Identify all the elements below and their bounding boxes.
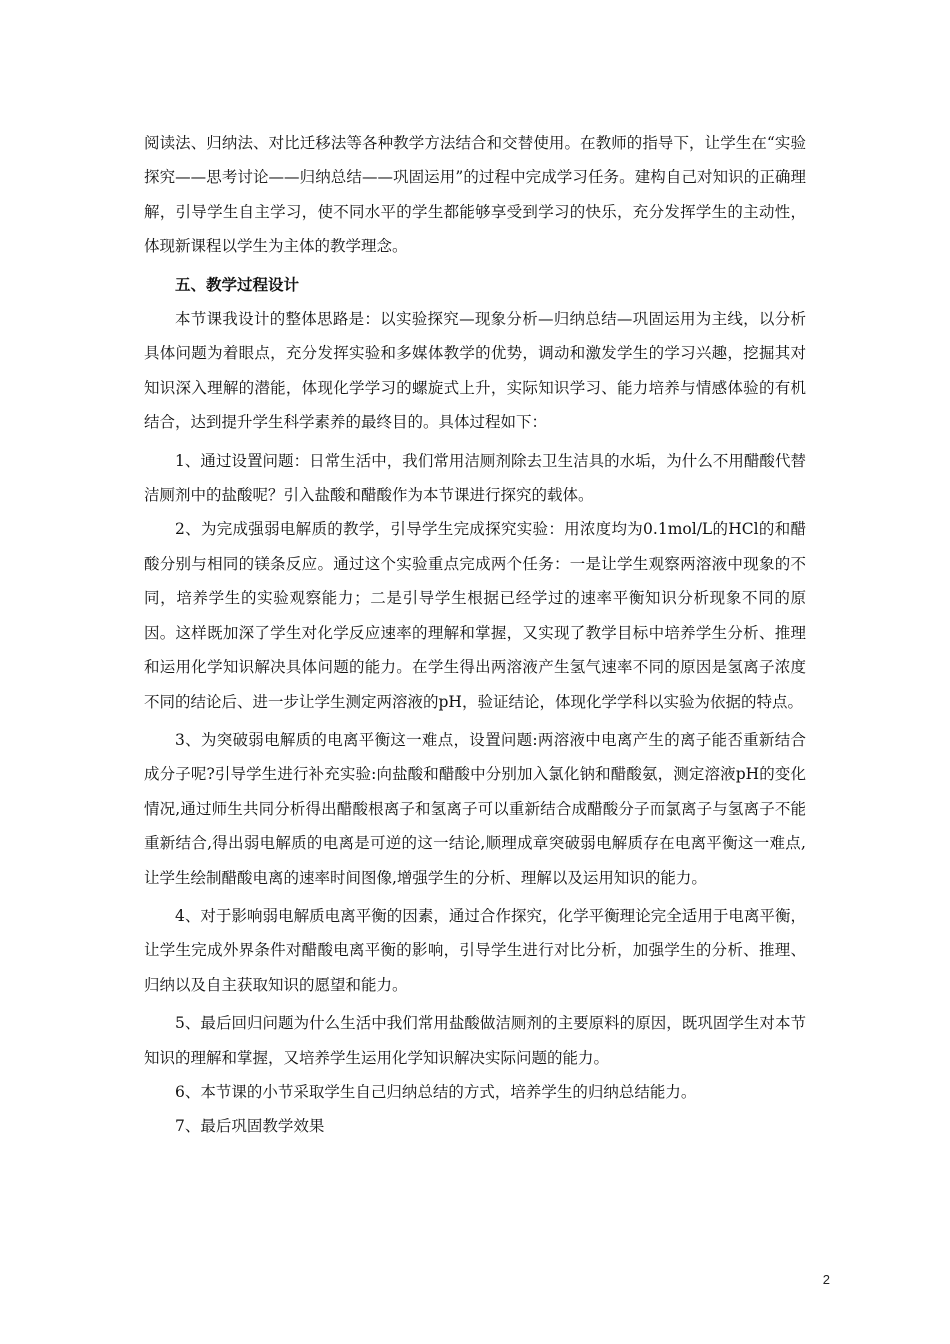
paragraph-step-3: 3、为突破弱电解质的电离平衡这一难点，设置问题:两溶液中电离产生的离子能否重新结合成分子呢?引导学生进行补充实验:向盐酸和醋酸中分别加入氯化钠和醋酸氨，测定溶液pH的变化情况,通过师生共同分析得出醋酸根离子和氢离子可以重新结合成醋酸分子而氯离子与氢离子不能重新结合,得出弱电解质的电离是可逆的这一结论,顺理成章突破弱电解质存在电离平衡这一难点,让学生绘制醋酸电离的速率时间图像,增强学生的分析、理解以及运用知识的能力。 xyxy=(144,730,806,887)
paragraph-teaching-methods-continued: 阅读法、归纳法、对比迁移法等各种教学方法结合和交替使用。在教师的指导下，让学生在“实验探究——思考讨论——归纳总结——巩固运用”的过程中完成学习任务。建构自己对知识的正确理解，引导学生自主学习，使不同水平的学生都能够享受到学习的快乐，充分发挥学生的主动性，体现新课程以学生为主体的教学理念。 xyxy=(144,134,806,256)
paragraph-step-5: 5、最后回归问题为什么生活中我们常用盐酸做洁厕剂的主要原料的原因，既巩固学生对本节知识的理解和掌握，又培养学生运用化学知识解决实际问题的能力。 xyxy=(144,1014,806,1067)
paragraph-step-4: 4、对于影响弱电解质电离平衡的因素，通过合作探究，化学平衡理论完全适用于电离平衡，让学生完成外界条件对醋酸电离平衡的影响，引导学生进行对比分析，加强学生的分析、推理、归纳以及自主获取知识的愿望和能力。 xyxy=(144,906,806,994)
section-heading-teaching-process: 五、教学过程设计 xyxy=(175,274,300,294)
paragraph-step-6: 6、本节课的小节采取学生自己归纳总结的方式，培养学生的归纳总结能力。 xyxy=(175,1082,697,1101)
page-number: 2 xyxy=(822,1272,830,1287)
paragraph-step-7: 7、最后巩固教学效果 xyxy=(175,1117,325,1136)
paragraph-step-1: 1、通过设置问题：日常生活中，我们常用洁厕剂除去卫生洁具的水垢，为什么不用醋酸代替洁厕剂中的盐酸呢？引入盐酸和醋酸作为本节课进行探究的载体。 xyxy=(144,451,806,505)
paragraph-overall-design: 本节课我设计的整体思路是：以实验探究—现象分析—归纳总结—巩固运用为主线，以分析具体问题为着眼点，充分发挥实验和多媒体教学的优势，调动和激发学生的学习兴趣，挖掘其对知识深入理解的潜能，体现化学学习的螺旋式上升，实际知识学习、能力培养与情感体验的有机结合，达到提升学生科学素养的最终目的。具体过程如下： xyxy=(144,310,806,432)
document-body xyxy=(144,126,806,1144)
paragraph-step-2: 2、为完成强弱电解质的教学，引导学生完成探究实验：用浓度均为0.1mol/L的HCl的和醋酸分别与相同的镁条反应。通过这个实验重点完成两个任务：一是让学生观察两溶液中现象的不同，培养学生的实验观察能力；二是引导学生根据已经学过的速率平衡知识分析现象不同的原因。这样既加深了学生对化学反应速率的理解和掌握，又实现了教学目标中培养学生分析、推理和运用化学知识解决具体问题的能力。在学生得出两溶液产生氢气速率不同的原因是氢离子浓度不同的结论后、进一步让学生测定两溶液的pH，验证结论，体现化学学科以实验为依据的特点。 xyxy=(144,520,806,711)
